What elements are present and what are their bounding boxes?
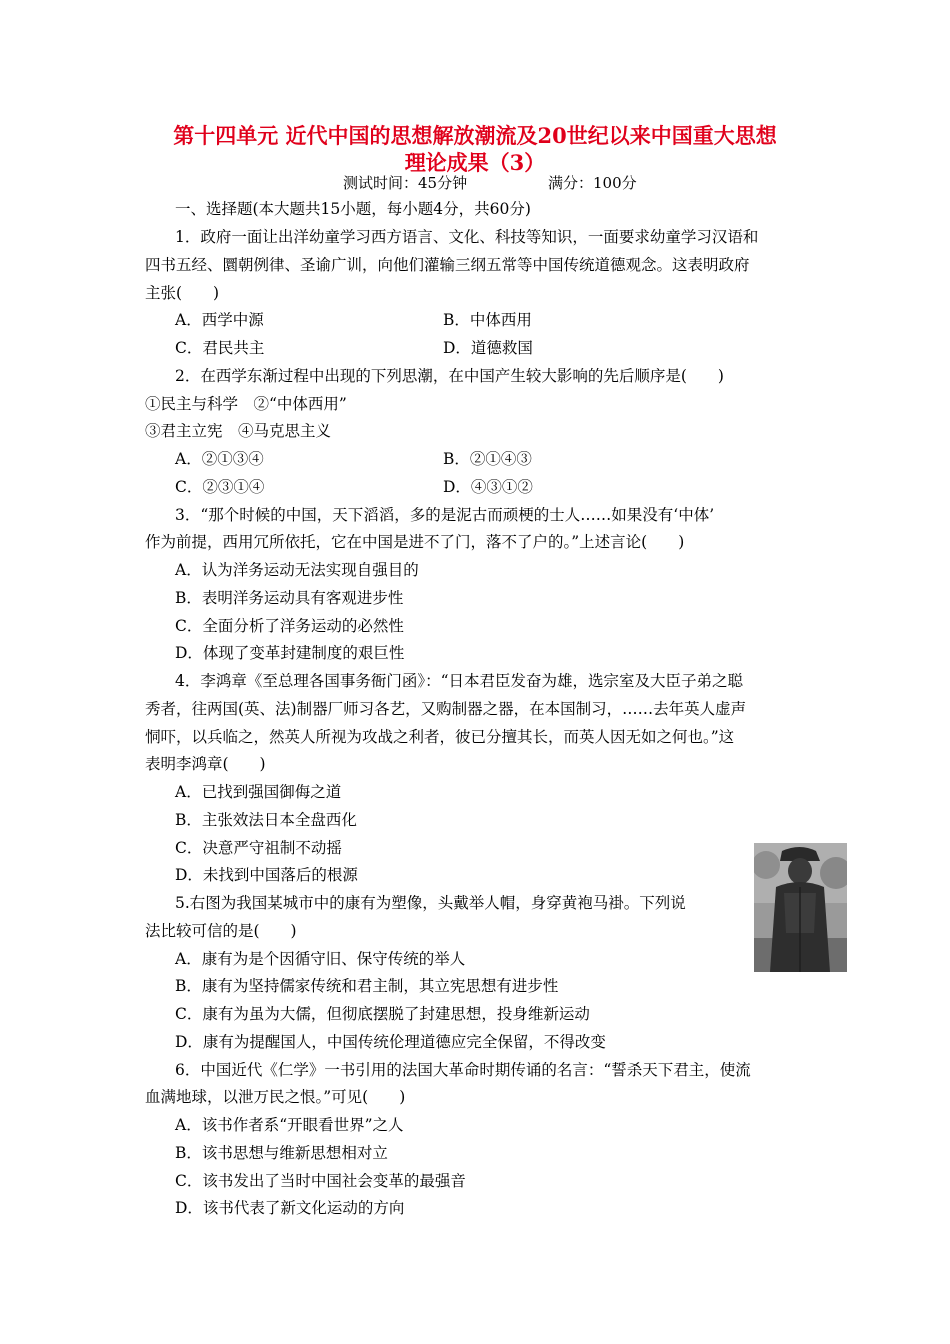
doc-title-line2: 理论成果（3） <box>404 150 546 175</box>
q3-option-c: C．全面分析了洋务运动的必然性 <box>175 617 404 635</box>
q5-option-d: D．康有为提醒国人，中国传统伦理道德应完全保留，不得改变 <box>175 1033 606 1051</box>
q1-option-b: B．中体西用 <box>443 311 532 329</box>
q3-option-a: A．认为洋务运动无法实现自强目的 <box>175 561 419 579</box>
q2-option-c: C．②③①④ <box>175 478 265 496</box>
q6-stem-line1: 6．中国近代《仁学》一书引用的法国大革命时期传诵的名言：“誓杀天下君主，使流 <box>175 1061 751 1079</box>
q4-stem-line2: 秀者，往两国(英、法)制器厂师习各艺，又购制器之器，在本国制习，……去年英人虚声 <box>145 700 747 718</box>
q3-stem-line1: 3．“那个时候的中国，天下滔滔，多的是泥古而顽梗的士人……如果没有‘中体’ <box>175 506 715 524</box>
q2-option-b: B．②①④③ <box>443 450 532 468</box>
q4-option-c: C．决意严守祖制不动摇 <box>175 839 342 857</box>
q3-stem-line2: 作为前提，西用冗所依托，它在中国是进不了门，落不了户的。”上述言论( ) <box>145 533 685 551</box>
q1-option-a: A．西学中源 <box>175 311 264 329</box>
q6-option-a: A．该书作者系“开眼看世界”之人 <box>175 1116 404 1134</box>
q1-option-d: D．道德救国 <box>443 339 533 357</box>
q5-stem-line2: 法比较可信的是( ) <box>145 922 297 940</box>
q4-stem-line3: 恫吓，以兵临之，然英人所视为攻战之利者，彼已分擅其长，而英人因无如之何也。”这 <box>145 728 735 746</box>
q6-option-b: B．该书思想与维新思想相对立 <box>175 1144 388 1162</box>
q1-stem-line3: 主张( ) <box>145 284 220 302</box>
q6-stem-line2: 血满地球，以泄万民之恨。”可见( ) <box>145 1088 406 1106</box>
doc-title-line1: 第十四单元 近代中国的思想解放潮流及20世纪以来中国重大思想 <box>173 123 777 148</box>
q4-option-d: D．未找到中国落后的根源 <box>175 866 358 884</box>
q6-option-c: C．该书发出了当时中国社会变革的最强音 <box>175 1172 466 1190</box>
q2-items-line2: ③君主立宪 ④马克思主义 <box>145 422 332 440</box>
q5-option-a: A．康有为是个因循守旧、保守传统的举人 <box>175 950 466 968</box>
q5-option-b: B．康有为坚持儒家传统和君主制，其立宪思想有进步性 <box>175 977 559 995</box>
q4-option-b: B．主张效法日本全盘西化 <box>175 811 357 829</box>
q3-option-b: B．表明洋务运动具有客观进步性 <box>175 589 404 607</box>
q2-items-line1: ①民主与科学 ②“中体西用” <box>145 395 347 413</box>
q5-option-c: C．康有为虽为大儒，但彻底摆脱了封建思想，投身维新运动 <box>175 1005 590 1023</box>
q2-option-a: A．②①③④ <box>175 450 264 468</box>
full-score: 满分：100分 <box>548 174 637 192</box>
q1-option-c: C．君民共主 <box>175 339 265 357</box>
kang-youwei-statue-photo <box>754 843 847 972</box>
q5-stem-line1: 5.右图为我国某城市中的康有为塑像，头戴举人帽，身穿黄袍马褂。下列说 <box>175 894 686 912</box>
section-heading: 一、选择题(本大题共15小题，每小题4分，共60分) <box>175 200 531 218</box>
q1-stem-line2: 四书五经、圜朝例律、圣谕广训，向他们灌输三纲五常等中国传统道德观念。这表明政府 <box>145 256 750 274</box>
q2-option-d: D．④③①② <box>443 478 533 496</box>
q4-stem-line1: 4．李鸿章《至总理各国事务衙门函》：“日本君臣发奋为雄，选宗室及大臣子弟之聪 <box>175 672 744 690</box>
q1-stem-line1: 1．政府一面让出洋幼童学习西方语言、文化、科技等知识，一面要求幼童学习汉语和 <box>175 228 759 246</box>
statue-illustration <box>754 843 847 972</box>
q4-option-a: A．已找到强国御侮之道 <box>175 783 342 801</box>
q3-option-d: D．体现了变革封建制度的艰巨性 <box>175 644 405 662</box>
q4-stem-line4: 表明李鸿章( ) <box>145 755 266 773</box>
q2-stem: 2．在西学东渐过程中出现的下列思潮，在中国产生较大影响的先后顺序是( ) <box>175 367 724 385</box>
test-time: 测试时间：45分钟 <box>343 174 468 192</box>
q6-option-d: D．该书代表了新文化运动的方向 <box>175 1199 405 1217</box>
